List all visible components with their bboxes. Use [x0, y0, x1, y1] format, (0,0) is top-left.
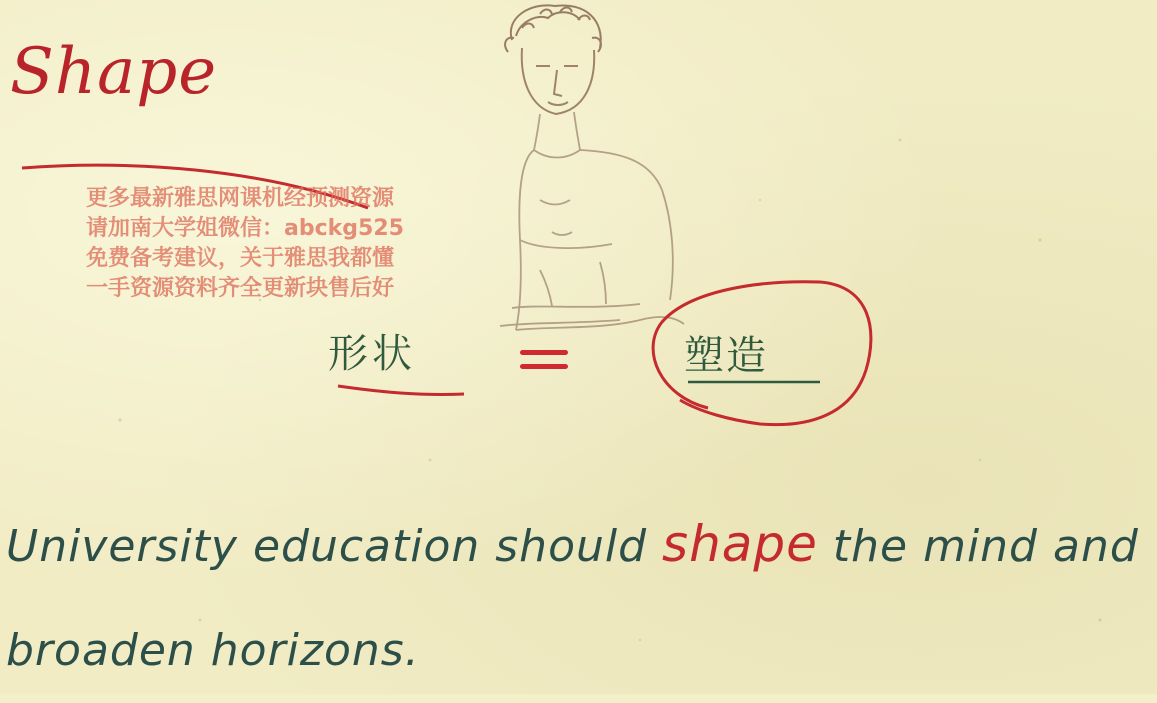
sentence-line2: broaden horizons.	[6, 625, 420, 676]
sketch-hair	[505, 5, 601, 52]
sentence-highlight-word: shape	[662, 515, 818, 573]
vocabulary-word: Shape	[10, 35, 218, 109]
watermark-line: 一手资源资料齐全更新块售后好	[86, 276, 395, 301]
watermark-text	[86, 184, 526, 304]
sketch-body	[500, 112, 684, 330]
watermark-line: 免费备考建议，关于雅思我都懂	[86, 246, 395, 271]
sketch-face	[522, 48, 594, 114]
equals-bar	[520, 350, 568, 355]
meaning-verb: 塑造	[684, 333, 768, 379]
underline-stroke	[338, 386, 464, 395]
meaning-noun: 形状	[328, 331, 416, 377]
watermark-line: 更多最新雅思网课机经预测资源	[86, 186, 395, 211]
equals-sign	[520, 346, 568, 374]
equals-bar	[520, 364, 568, 369]
sentence-before: University education should	[6, 521, 663, 572]
example-sentence	[6, 492, 1146, 703]
sentence-after: the mind and	[817, 521, 1139, 572]
watermark-line: 请加南大学姐微信：abckg525	[86, 216, 404, 241]
